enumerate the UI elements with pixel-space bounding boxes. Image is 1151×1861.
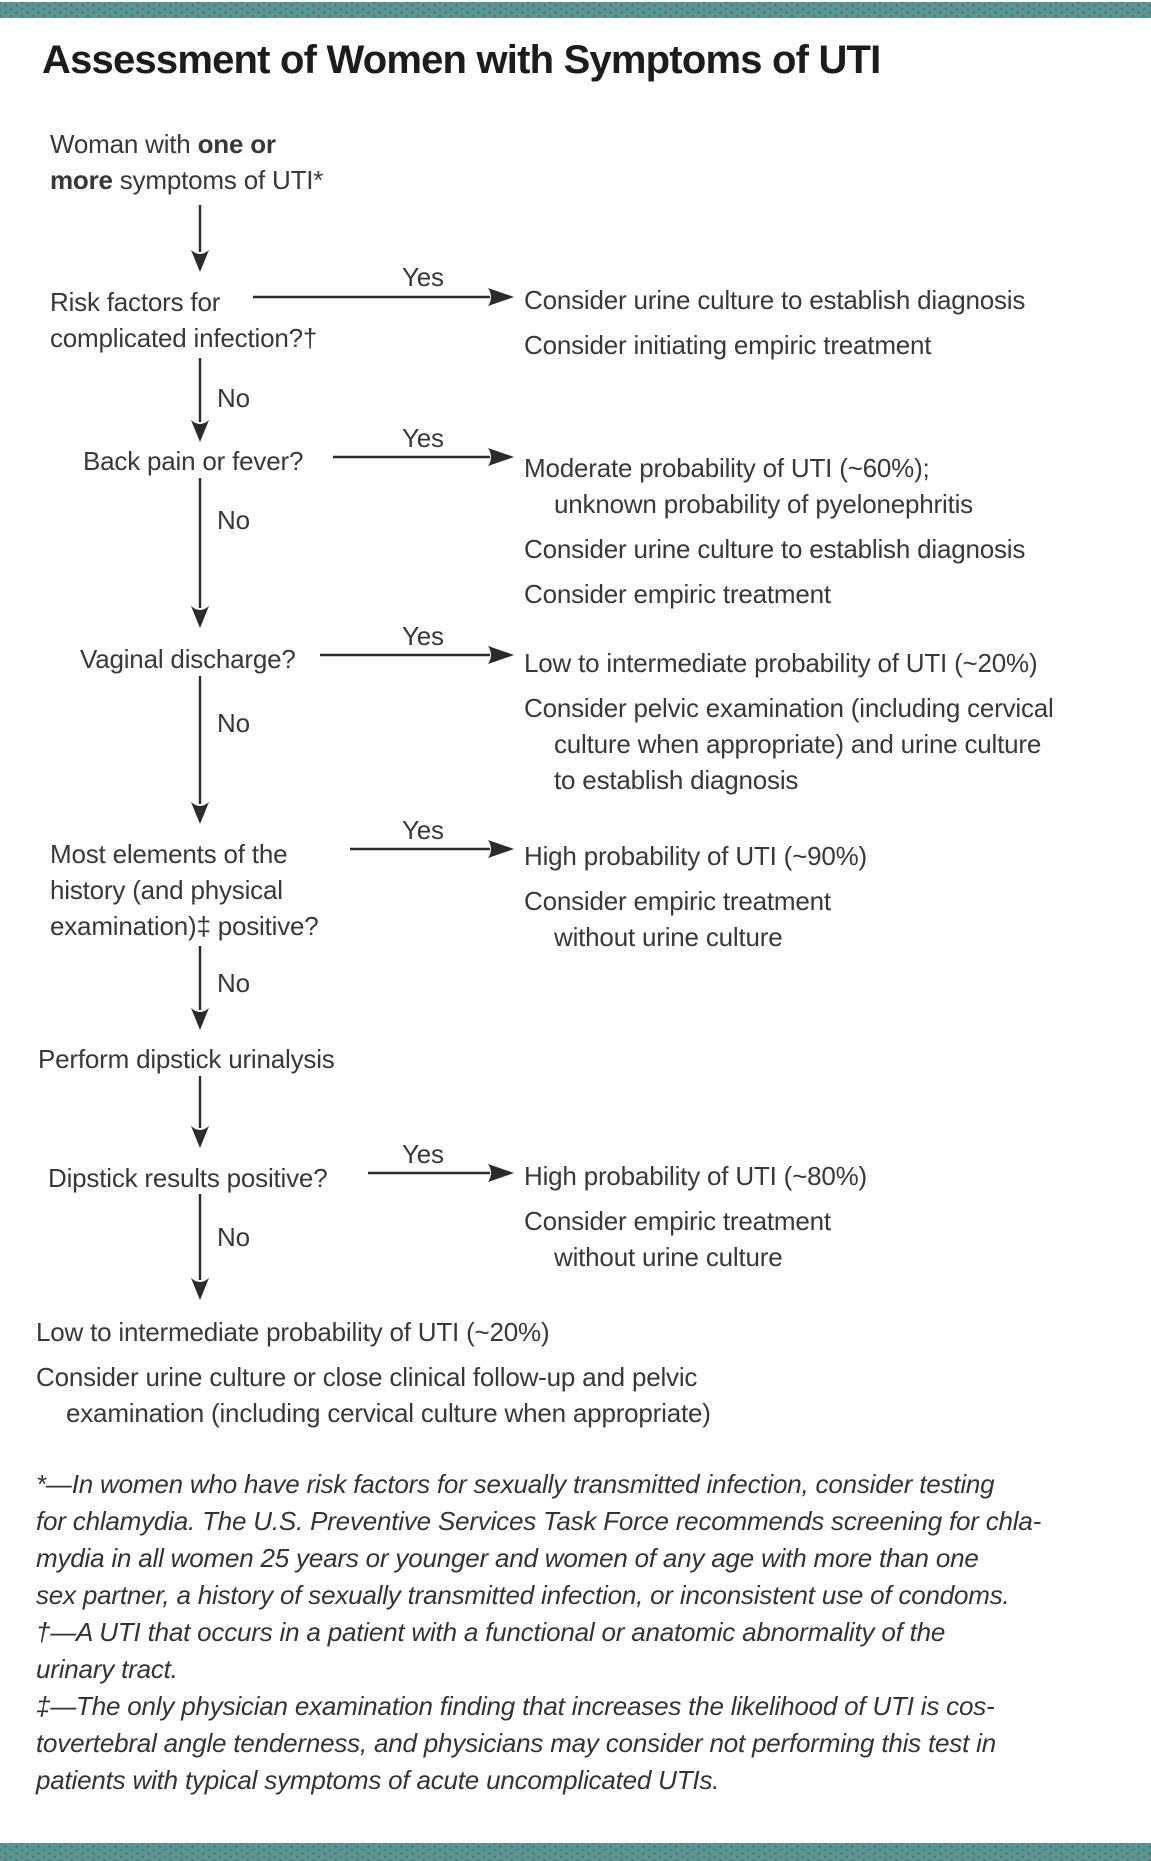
footnote-line: sex partner, a history of sexually transmitted infection, or inconsistent use of condoms. (36, 1580, 1010, 1610)
footnote-line: *—In women who have risk factors for sexually transmitted infection, consider testing (36, 1469, 995, 1499)
arrow-dipstick-action (191, 1076, 209, 1148)
node-history-question (50, 836, 319, 944)
result-line: Consider urine culture to establish diagnosis (524, 534, 1026, 564)
no-label-history: No (217, 968, 250, 998)
start-text-bold-1: one or (197, 129, 276, 159)
result-line: to establish diagnosis (554, 765, 799, 795)
node-risk-question (50, 284, 317, 356)
result-dipstick (524, 1158, 867, 1275)
footnote-line: tovertebral angle tenderness, and physicians may consider not performing this test in (36, 1728, 996, 1758)
final-line: examination (including cervical culture when appropriate) (66, 1398, 711, 1428)
question-line: Back pain or fever? (83, 446, 304, 476)
figure-title: Assessment of Women with Symptoms of UTI (42, 38, 881, 82)
question-line: Most elements of the (50, 839, 288, 869)
action-line: Perform dipstick urinalysis (38, 1044, 335, 1074)
node-start (50, 126, 323, 198)
arrow-start-to-risk (191, 205, 209, 272)
result-line: Moderate probability of UTI (~60%); (524, 453, 930, 483)
footnote-line: †—A UTI that occurs in a patient with a functional or anatomic abnormality of the (36, 1617, 946, 1647)
result-line: Consider pelvic examination (including cervical (524, 693, 1054, 723)
footnote-line: patients with typical symptoms of acute uncomplicated UTIs. (36, 1765, 720, 1795)
arrow-backpain-no (191, 478, 209, 628)
bottom-border-bar (0, 1843, 1151, 1861)
node-final-low-probability (36, 1314, 711, 1431)
result-line: Consider empiric treatment (524, 579, 831, 609)
arrow-discharge-no (191, 676, 209, 824)
footnote-line: mydia in all women 25 years or younger and women of any age with more than one (36, 1543, 979, 1573)
result-backpain (524, 450, 1025, 612)
result-line: unknown probability of pyelonephritis (554, 489, 973, 519)
question-line: Risk factors for (50, 287, 221, 317)
result-line: without urine culture (554, 922, 783, 952)
arrow-dipstick-no (191, 1194, 209, 1300)
start-text-normal-2: symptoms of UTI* (112, 165, 324, 195)
result-line: Low to intermediate probability of UTI (~20%) (524, 648, 1038, 678)
question-line: complicated infection?† (50, 323, 318, 353)
no-label-risk: No (217, 383, 250, 413)
final-line: Consider urine culture or close clinical follow-up and pelvic (36, 1362, 698, 1392)
arrow-risk-no (191, 358, 209, 442)
result-line: culture when appropriate) and urine culture (554, 729, 1042, 759)
yes-label-backpain: Yes (402, 423, 444, 453)
result-line: without urine culture (554, 1242, 783, 1272)
yes-label-discharge: Yes (402, 621, 444, 651)
result-line: Consider initiating empiric treatment (524, 330, 932, 360)
arrow-history-no (191, 946, 209, 1030)
node-start-line-1 (50, 126, 323, 162)
node-perform-dipstick (38, 1041, 335, 1077)
yes-label-risk: Yes (402, 262, 444, 292)
footnote-line: for chlamydia. The U.S. Preventive Services Task Force recommends screening for chla- (36, 1506, 1042, 1536)
footnote-line: ‡—The only physician examination finding that increases the likelihood of UTI is cos- (36, 1691, 995, 1721)
start-text-bold-2: more (50, 165, 113, 195)
question-line: Vaginal discharge? (80, 644, 296, 674)
node-discharge-question (80, 641, 296, 677)
question-line: Dipstick results positive? (48, 1163, 328, 1193)
final-line: Low to intermediate probability of UTI (~20%) (36, 1317, 550, 1347)
footnote-line: urinary tract. (36, 1654, 178, 1684)
no-label-dipstick: No (217, 1222, 250, 1252)
no-label-discharge: No (217, 708, 250, 738)
node-dipstick-question (48, 1160, 327, 1196)
start-text-normal-1: Woman with (50, 129, 198, 159)
no-label-backpain: No (217, 505, 250, 535)
node-start-line-2 (50, 162, 323, 198)
yes-label-history: Yes (402, 815, 444, 845)
result-history (524, 838, 867, 955)
node-backpain-question (83, 443, 303, 479)
result-line: Consider empiric treatment (524, 1206, 831, 1236)
result-line: Consider empiric treatment (524, 886, 831, 916)
footnotes (36, 1466, 1041, 1799)
result-line: High probability of UTI (~90%) (524, 841, 867, 871)
result-risk (524, 282, 1025, 363)
result-line: Consider urine culture to establish diagnosis (524, 285, 1026, 315)
question-line: history (and physical (50, 875, 283, 905)
question-line: examination)‡ positive? (50, 911, 319, 941)
yes-label-dipstick: Yes (402, 1139, 444, 1169)
result-discharge (524, 645, 1054, 798)
result-line: High probability of UTI (~80%) (524, 1161, 867, 1191)
